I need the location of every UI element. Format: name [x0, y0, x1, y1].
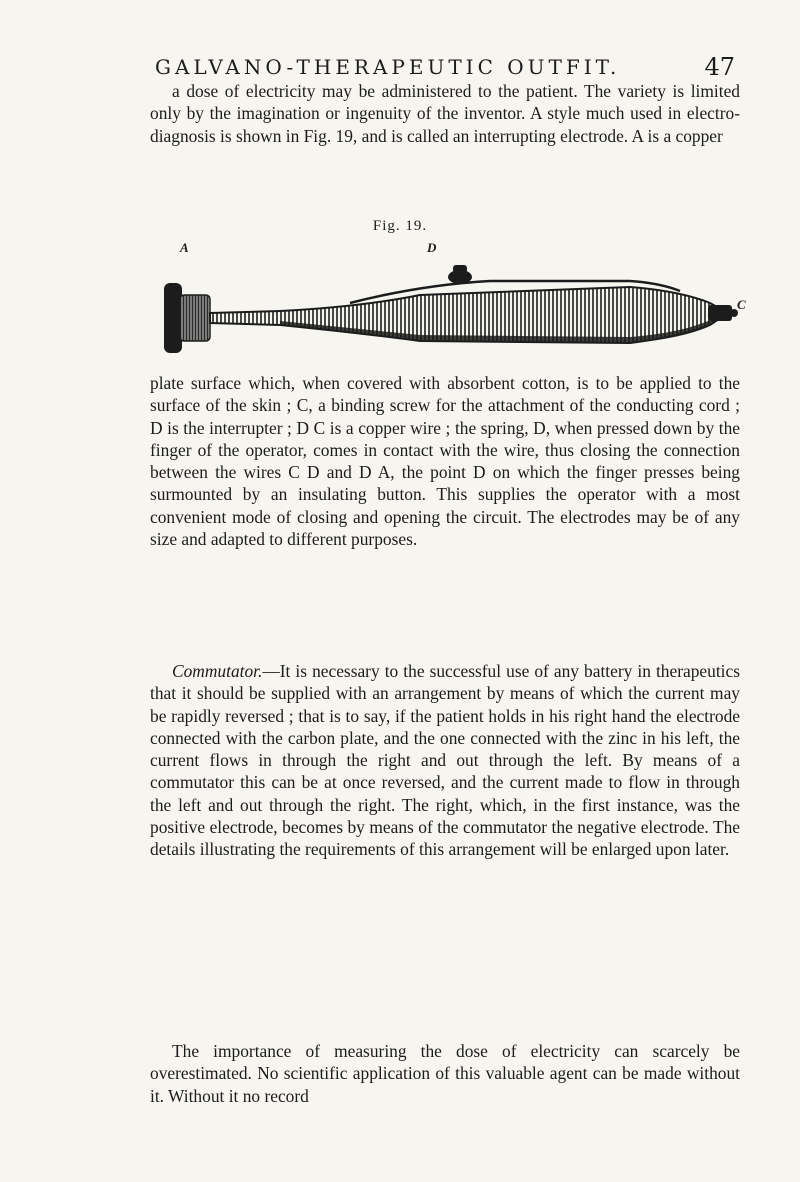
section-lead-commutator: Commutator.	[172, 661, 263, 681]
commutator-text: —It is necessary to the successful use of any battery in therapeutics that it should be supplied with an arrangement by means of which the current may be rapidly reversed ; that is to say, if the patient holds in his right hand the electrode connected with the carbon plate, and the one connected with the zinc in his left, the current flows in through the right and out through the left. By means of a commutator this can be at once reversed, and the current made to flow in through the left and out through the right. The right, which, in the first instance, was the positive electrode, becomes by means of the commutator the negative electrode. The details illustrating the requirements of this arrangement will be enlarged upon later.	[150, 661, 740, 860]
figure-label-c: C	[737, 297, 746, 312]
paragraph-intro: a dose of electricity may be administered to the patient. The variety is limited only by the imagination or ingenuity of the inventor. A style much used in electro-diagnosis is shown in Fig. 19, and is called an interrupting electrode. A is a copper	[150, 81, 740, 146]
binding-screw-icon	[708, 305, 732, 321]
page-number: 47	[704, 53, 735, 81]
paragraph-measuring: The importance of measuring the dose of electricity can scarcely be overestimated. No scientific application of this valuable agent can be made without it. Without it no record	[150, 1041, 740, 1106]
paragraph-commutator	[150, 660, 740, 861]
running-title: GALVANO-THERAPEUTIC OUTFIT.	[155, 55, 621, 79]
figure-caption: Fig. 19.	[372, 218, 428, 234]
figure-label-d: D	[427, 240, 437, 255]
paragraph-description: plate surface which, when covered with absorbent cotton, is to be applied to the surface of the skin ; C, a binding screw for the attachment of the conducting cord ; D is the interrupter ; D C is a copper wire ; the spring, D, when pressed down by the finger of the operator, comes in contact with the wire, thus closing the connection between the wires C D and D A, the point D on which the finger presses being surmounted by an insulating button. This supplies the operator with a most convenient mode of closing and opening the circuit. The electrodes may be of any size and adapted to different purposes.	[150, 373, 740, 550]
figure-label-a: A	[180, 240, 189, 255]
interrupting-electrode-illustration	[160, 255, 740, 360]
